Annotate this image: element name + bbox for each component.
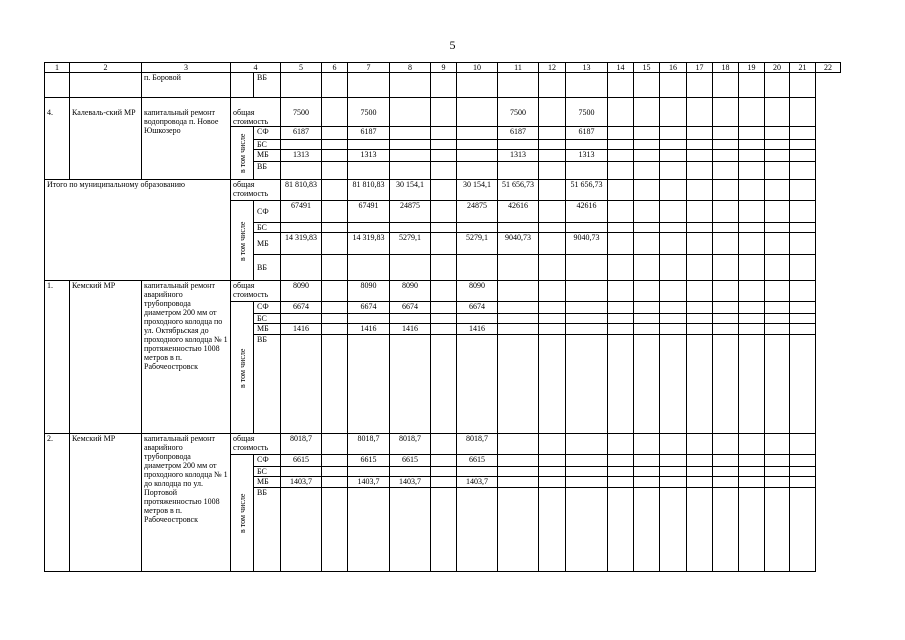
header-cell: 19	[739, 63, 765, 73]
bs-label: БС	[254, 314, 281, 324]
cell-value: 14 319,83	[281, 233, 322, 255]
sf-label: СФ	[254, 455, 281, 467]
header-cell: 1	[45, 63, 70, 73]
header-cell: 9	[431, 63, 457, 73]
project-description: капитальный ремонт аварийного трубопровода диаметром 200 мм от проходного колодца по ул. Октябрьская до проходного колодца № 1 протяженностью 1008 метров в п. Рабочеостровск	[142, 281, 231, 434]
in-that-label: в том числе	[231, 127, 254, 180]
row-number: 4.	[45, 98, 70, 180]
header-cell: 16	[660, 63, 687, 73]
vb-label: ВБ	[254, 255, 281, 281]
header-cell: 14	[608, 63, 634, 73]
header-cell: 21	[790, 63, 816, 73]
bs-label: БС	[254, 140, 281, 150]
cell-value: 5279,1	[457, 233, 498, 255]
mb-label: МБ	[254, 233, 281, 255]
table-row	[45, 73, 841, 98]
header-cell: 11	[498, 63, 539, 73]
header-cell: 4	[231, 63, 281, 73]
header-cell: 17	[687, 63, 713, 73]
header-row	[45, 63, 841, 73]
cell-value: 1416	[281, 324, 322, 335]
cell-value: 1313	[281, 150, 322, 162]
row-number: 1.	[45, 281, 70, 434]
cell-value: 9040,73	[498, 233, 539, 255]
total-cost-label: общая стоимость	[231, 98, 281, 127]
cell-value: 42616	[566, 201, 608, 223]
header-cell: 15	[634, 63, 660, 73]
cell-value: 7500	[348, 98, 390, 127]
sf-label: СФ	[254, 127, 281, 140]
cell-value: 67491	[281, 201, 322, 223]
cell-value: 51 656,73	[498, 180, 539, 201]
cell-value: 8018,7	[348, 434, 390, 455]
header-cell: 7	[348, 63, 390, 73]
cell-value: 1403,7	[348, 477, 390, 488]
table-row	[45, 180, 841, 201]
project-description: капитальный ремонт аварийного трубопровода диаметром 200 мм от проходного колодца № 1 до колодца по ул. Портовой протяженностью 1008 метров в п. Рабочеостровск	[142, 434, 231, 572]
vb-label: ВБ	[254, 488, 281, 572]
vb-label: ВБ	[254, 73, 281, 98]
cell-value: 6615	[390, 455, 431, 467]
cell-value: 6674	[457, 302, 498, 314]
cell-value: 7500	[498, 98, 539, 127]
in-that-label: в том числе	[231, 302, 254, 434]
table-row	[45, 281, 841, 302]
cell-value: 1403,7	[281, 477, 322, 488]
cell-value: 30 154,1	[390, 180, 431, 201]
cell-value: 6615	[348, 455, 390, 467]
table-row	[45, 434, 841, 455]
mb-label: МБ	[254, 477, 281, 488]
mb-label: МБ	[254, 150, 281, 162]
mb-label: МБ	[254, 324, 281, 335]
cell-value: 24875	[390, 201, 431, 223]
bs-label: БС	[254, 467, 281, 477]
cell-value: 67491	[348, 201, 390, 223]
cell-value: 81 810,83	[281, 180, 322, 201]
header-cell: 18	[713, 63, 739, 73]
cell-value: 6615	[457, 455, 498, 467]
sf-label: СФ	[254, 201, 281, 223]
total-label: Итого по муниципальному образованию	[45, 180, 231, 281]
header-cell: 5	[281, 63, 322, 73]
table-row	[45, 98, 841, 127]
cell-value: 1313	[566, 150, 608, 162]
header-cell: 10	[457, 63, 498, 73]
cell-value: 1313	[498, 150, 539, 162]
municipality: Калеваль-ский МР	[70, 98, 142, 180]
header-cell: 3	[142, 63, 231, 73]
header-cell: 8	[390, 63, 431, 73]
total-cost-label: общая стоимость	[231, 434, 281, 455]
cell-value: 81 810,83	[348, 180, 390, 201]
cell-value: 1416	[348, 324, 390, 335]
cell-value: 8018,7	[390, 434, 431, 455]
vb-label: ВБ	[254, 335, 281, 434]
cell-value: 6674	[390, 302, 431, 314]
project-description: капитальный ремонт водопровода п. Новое Юшкозеро	[142, 98, 231, 180]
cell-value: 6615	[281, 455, 322, 467]
cell-value: 5279,1	[390, 233, 431, 255]
cell-value: 6187	[348, 127, 390, 140]
cell-value: 7500	[281, 98, 322, 127]
header-cell: 22	[816, 63, 841, 73]
cell-value: 8090	[281, 281, 322, 302]
cell-value: 6187	[566, 127, 608, 140]
header-cell: 20	[765, 63, 790, 73]
municipality: Кемский МР	[70, 434, 142, 572]
cell-value: 8018,7	[457, 434, 498, 455]
row-number: 2.	[45, 434, 70, 572]
cell-value: 1313	[348, 150, 390, 162]
cell-value: 8090	[457, 281, 498, 302]
cell-value: 6674	[281, 302, 322, 314]
header-cell: 6	[322, 63, 348, 73]
cell-value: 1403,7	[457, 477, 498, 488]
cell-value: 30 154,1	[457, 180, 498, 201]
cell-value: 9040,73	[566, 233, 608, 255]
total-cost-label: общая стоимость	[231, 281, 281, 302]
sf-label: СФ	[254, 302, 281, 314]
page-number: 5	[449, 38, 456, 52]
cell-value: 8018,7	[281, 434, 322, 455]
in-that-label: в том числе	[231, 201, 254, 281]
header-cell: 12	[539, 63, 566, 73]
budget-table	[44, 62, 841, 572]
project-description: п. Боровой	[142, 73, 231, 98]
municipality: Кемский МР	[70, 281, 142, 434]
header-cell: 2	[70, 63, 142, 73]
in-that-label: в том числе	[231, 455, 254, 572]
cell-value: 8090	[390, 281, 431, 302]
cell-value: 51 656,73	[566, 180, 608, 201]
cell-value: 6187	[498, 127, 539, 140]
cell-value: 7500	[566, 98, 608, 127]
cell-value: 8090	[348, 281, 390, 302]
cell-value: 1403,7	[390, 477, 431, 488]
cell-value: 1416	[457, 324, 498, 335]
header-cell: 13	[566, 63, 608, 73]
cell-value: 1416	[390, 324, 431, 335]
cell-value: 6674	[348, 302, 390, 314]
cell-value: 6187	[281, 127, 322, 140]
bs-label: БС	[254, 223, 281, 233]
cell-value: 24875	[457, 201, 498, 223]
total-cost-label: общая стоимость	[231, 180, 281, 201]
cell-value: 42616	[498, 201, 539, 223]
cell-value: 14 319,83	[348, 233, 390, 255]
vb-label: ВБ	[254, 162, 281, 180]
